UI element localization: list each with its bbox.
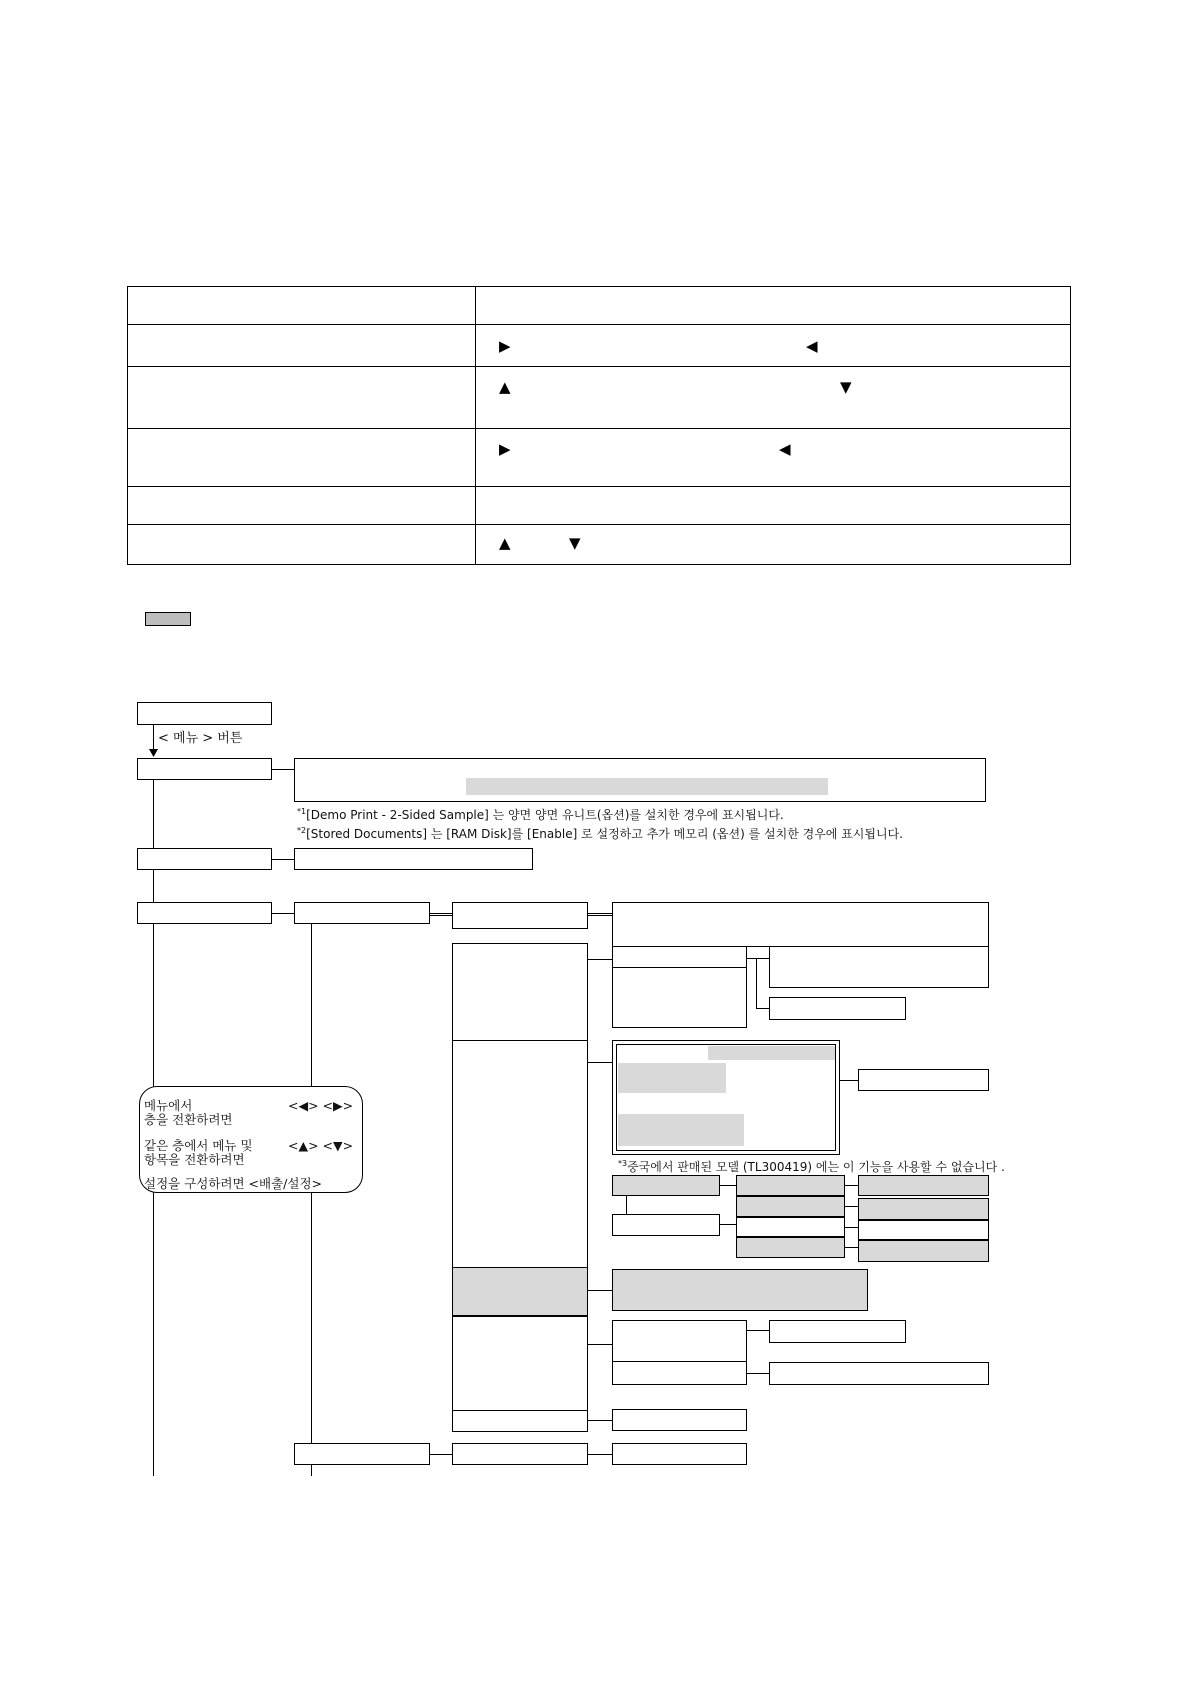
left-arrow-icon: ◀ (779, 440, 791, 458)
gray-option-box (612, 1175, 720, 1196)
connector (626, 1196, 627, 1214)
submenu-spine (311, 924, 312, 1476)
down-arrowhead-icon (149, 749, 158, 757)
item-detail-box (612, 902, 989, 947)
connector (845, 1206, 858, 1207)
option-box (612, 1214, 720, 1236)
option-detail-box (769, 946, 989, 988)
connector (845, 1247, 858, 1248)
menu-box-3 (137, 902, 272, 924)
connector (720, 1224, 736, 1225)
item-box-2 (452, 1443, 588, 1465)
connector (756, 958, 757, 1008)
note-1: $^{*1}$[Demo Print - 2-Sided Sample] 는 양면 양면 유니트(옵션)를 설치한 경우에 표시됩니다. (297, 807, 784, 822)
submenu-box-2 (294, 1443, 430, 1465)
connector (588, 915, 612, 916)
connector (845, 1227, 858, 1228)
connector (588, 913, 612, 914)
divider (452, 1410, 588, 1411)
gray-option-box (858, 1198, 989, 1220)
connector (272, 859, 294, 860)
down-arrow-icon: ▼ (840, 378, 852, 396)
gray-bar (466, 778, 828, 795)
callout-line2-keys: <▲> <▼> (288, 1138, 354, 1153)
connector (430, 913, 452, 914)
right-arrow-icon: ▶ (499, 440, 511, 458)
table-row-divider (128, 366, 1070, 367)
gray-option-box (858, 1240, 989, 1262)
connector (430, 915, 452, 916)
table-row-divider (128, 524, 1070, 525)
gray-option-box (736, 1196, 845, 1217)
down-arrow-icon: ▼ (569, 534, 581, 552)
option-box (858, 1220, 989, 1240)
gray-option-box (736, 1175, 845, 1196)
gray-option-box (736, 1237, 845, 1258)
connector (588, 1344, 612, 1345)
connector (588, 959, 612, 960)
menu-button-label: < 메뉴 > 버튼 (158, 731, 243, 746)
left-arrow-icon: ◀ (806, 337, 818, 355)
option-value-box (769, 997, 906, 1020)
callout-line3: 설정을 구성하려면 <배출/설정> (144, 1176, 323, 1191)
navigation-help-callout (139, 1086, 363, 1193)
connector (756, 1008, 769, 1009)
key-operations-table (127, 286, 1071, 565)
connector (272, 913, 294, 914)
item-group-box (452, 943, 588, 1432)
gray-bar (618, 1114, 744, 1146)
callout-line2a: 같은 층에서 메뉴 및 (144, 1138, 253, 1153)
callout-line1-keys: <◀> <▶> (288, 1098, 354, 1113)
up-arrow-icon: ▲ (499, 534, 511, 552)
option-box (612, 946, 747, 1028)
callout-line1b: 층을 전환하려면 (144, 1112, 233, 1127)
ready-box (137, 702, 272, 725)
right-arrow-icon: ▶ (499, 337, 511, 355)
option-box (736, 1217, 845, 1237)
item-box (452, 902, 588, 929)
menu-box-1 (137, 758, 272, 780)
table-column-divider (475, 287, 476, 564)
divider (612, 1361, 747, 1362)
menu-2-item-box (294, 848, 533, 870)
menu-box-2 (137, 848, 272, 870)
submenu-box (294, 902, 430, 924)
connector (588, 1290, 612, 1291)
callout-line2b: 항목을 전환하려면 (144, 1152, 245, 1167)
gray-legend-swatch (145, 612, 191, 626)
note-3: $^{*3}$중국에서 판매된 모델 (TL300419) 에는 이 기능을 사용할 수 없습니다 . (618, 1159, 1005, 1174)
gray-item-box (452, 1267, 588, 1316)
table-row-divider (128, 324, 1070, 325)
option-value-box (769, 1362, 989, 1385)
connector (747, 958, 769, 959)
connector (588, 1062, 612, 1063)
table-row-divider (128, 428, 1070, 429)
option-box (612, 1409, 747, 1431)
connector (430, 1454, 452, 1455)
connector (747, 1330, 769, 1331)
connector (720, 1185, 736, 1186)
divider (452, 1040, 588, 1041)
table-row-divider (128, 486, 1070, 487)
option-value-box (769, 1320, 906, 1343)
connector (588, 1420, 612, 1421)
gray-detail-box (612, 1269, 868, 1311)
option-box-2 (612, 1443, 747, 1465)
connector (588, 1454, 612, 1455)
divider (612, 967, 747, 968)
up-arrow-icon: ▲ (499, 378, 511, 396)
option-value-box (858, 1069, 989, 1091)
divider (452, 1316, 588, 1317)
connector (845, 1185, 858, 1186)
callout-line1a: 메뉴에서 (144, 1098, 193, 1113)
gray-option-box (858, 1175, 989, 1196)
option-box (612, 1320, 747, 1385)
connector (840, 1080, 858, 1081)
gray-bar (708, 1046, 835, 1060)
gray-bar (618, 1063, 726, 1093)
connector (272, 769, 294, 770)
note-2: $^{*2}$[Stored Documents] 는 [RAM Disk]를 [Enable] 로 설정하고 추가 메모리 (옵션) 를 설치한 경우에 표시됩니다. (297, 826, 903, 841)
connector (747, 1373, 769, 1374)
